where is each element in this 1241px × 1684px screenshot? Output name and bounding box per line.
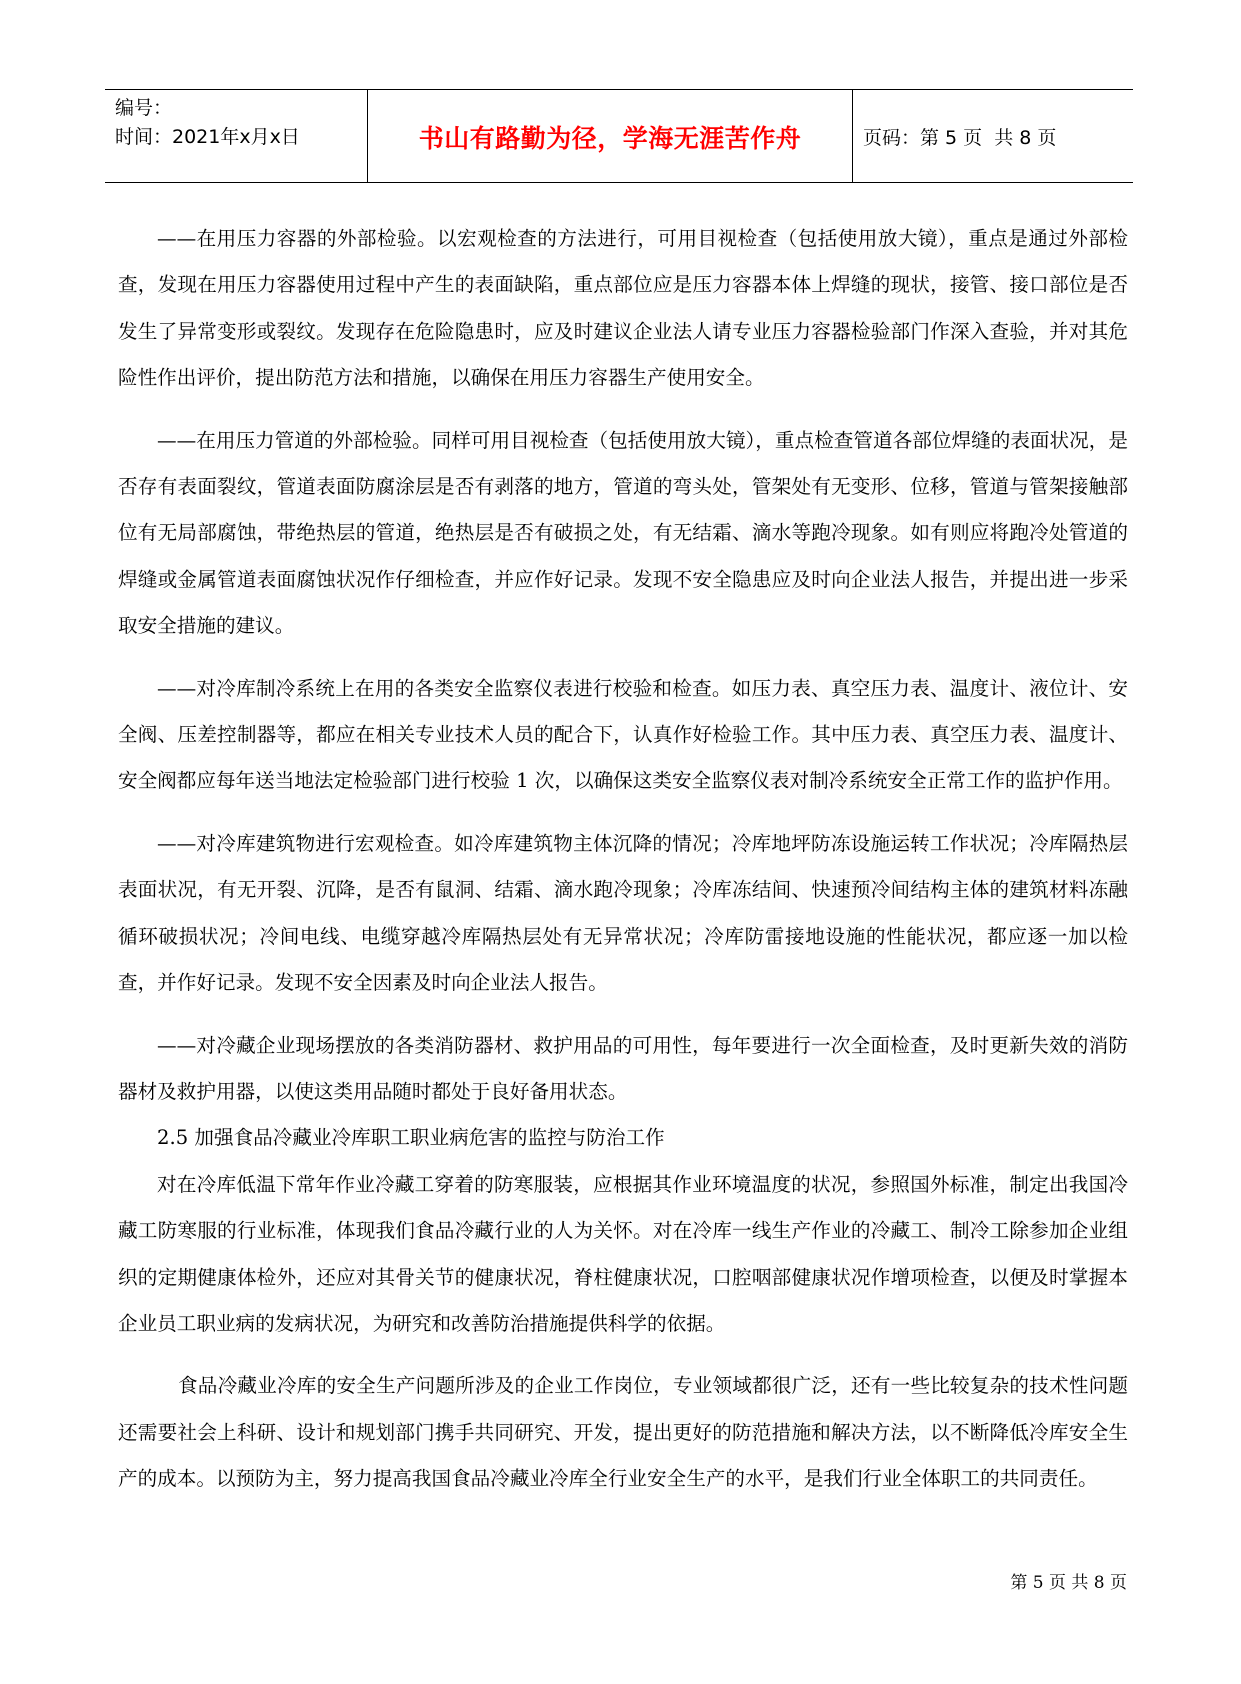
paragraph-building-inspection: ——对冷库建筑物进行宏观检查。如冷库建筑物主体沉降的情况；冷库地坪防冻设施运转工作状况；冷库隔热层表面状况，有无开裂、沉降，是否有鼠洞、结霜、滴水跑冷现象；冷库冻结间、快速预冷间结构主体的建筑材料冻融循环破损状况；冷间电线、电缆穿越冷库隔热层处有无异常状况；冷库防雷接地设施的性能状况，都应逐一加以检查，并作好记录。发现不安全因素及时向企业法人报告。 [118, 831, 1128, 995]
paragraph-instrument-calibration: ——对冷库制冷系统上在用的各类安全监察仪表进行校验和检查。如压力表、真空压力表、温度计、液位计、安全阀、压差控制器等，都应在相关专业技术人员的配合下，认真作好检验工作。其中压力表、真空压力表、温度计、安全阀都应每年送当地法定检验部门进行校验 1 次，以确保这类安全监察仪表对制冷系统安全正常工作的监护作用。 [118, 676, 1128, 793]
paragraph-occupational-health: 对在冷库低温下常年作业冷藏工穿着的防寒服装，应根据其作业环境温度的状况，参照国外标准，制定出我国冷藏工防寒服的行业标准，体现我们食品冷藏行业的人为关怀。对在冷库一线生产作业的冷藏工、制冷工除参加企业组织的定期健康体检外，还应对其骨关节的健康状况，脊柱健康状况，口腔咽部健康状况作增项检查，以便及时掌握本企业员工职业病的发病状况，为研究和改善防治措施提供科学的依据。 [118, 1172, 1128, 1335]
header-motto: 书山有路勤为径，学海无涯苦作舟 [418, 123, 802, 153]
document-number-label: 编号： [115, 97, 173, 119]
paragraph-fire-equipment-check: ——对冷藏企业现场摆放的各类消防器材、救护用品的可用性，每年要进行一次全面检查，及时更新失效的消防器材及救护用器，以使这类用品随时都处于良好备用状态。 [118, 1033, 1128, 1103]
paragraph-conclusion: 食品冷藏业冷库的安全生产问题所涉及的企业工作岗位，专业领域都很广泛，还有一些比较复杂的技术性问题还需要社会上科研、设计和规划部门携手共同研究、开发，提出更好的防范措施和解决方法，以不断降低冷库安全生产的成本。以预防为主，努力提高我国食品冷藏业冷库全行业安全生产的水平，是我们行业全体职工的共同责任。 [118, 1374, 1128, 1491]
header-meta [115, 94, 355, 152]
header-divider-right [852, 90, 853, 183]
header-page-info: 页码：第 5 页 共 8 页 [863, 127, 1057, 149]
paragraph-pressure-pipeline-inspection: ——在用压力管道的外部检验。同样可用目视检查（包括使用放大镜），重点检查管道各部位焊缝的表面状况，是否存有表面裂纹，管道表面防腐涂层是否有剥落的地方，管道的弯头处，管架处有无变形、位移，管道与管架接触部位有无局部腐蚀，带绝热层的管道，绝热层是否有破损之处，有无结霜、滴水等跑冷现象。如有则应将跑冷处管道的焊缝或金属管道表面腐蚀状况作仔细检查，并应作好记录。发现不安全隐患应及时向企业法人报告，并提出进一步采取安全措施的建议。 [118, 428, 1128, 638]
page-footer-number: 第 5 页 共 8 页 [1010, 1573, 1127, 1593]
page-header [105, 89, 1133, 183]
document-date: 时间：2021年x月x日 [115, 126, 300, 148]
document-body [118, 216, 1128, 1503]
section-heading-2-5: 2.5 加强食品冷藏业冷库职工职业病危害的监控与防治工作 [157, 1126, 665, 1150]
paragraph-pressure-vessel-inspection: ——在用压力容器的外部检验。以宏观检查的方法进行，可用目视检查（包括使用放大镜），重点是通过外部检查，发现在用压力容器使用过程中产生的表面缺陷，重点部位应是压力容器本体上焊缝的现状，接管、接口部位是否发生了异常变形或裂纹。发现存在危险隐患时，应及时建议企业法人请专业压力容器检验部门作深入查验，并对其危险性作出评价，提出防范方法和措施，以确保在用压力容器生产使用安全。 [118, 227, 1128, 390]
